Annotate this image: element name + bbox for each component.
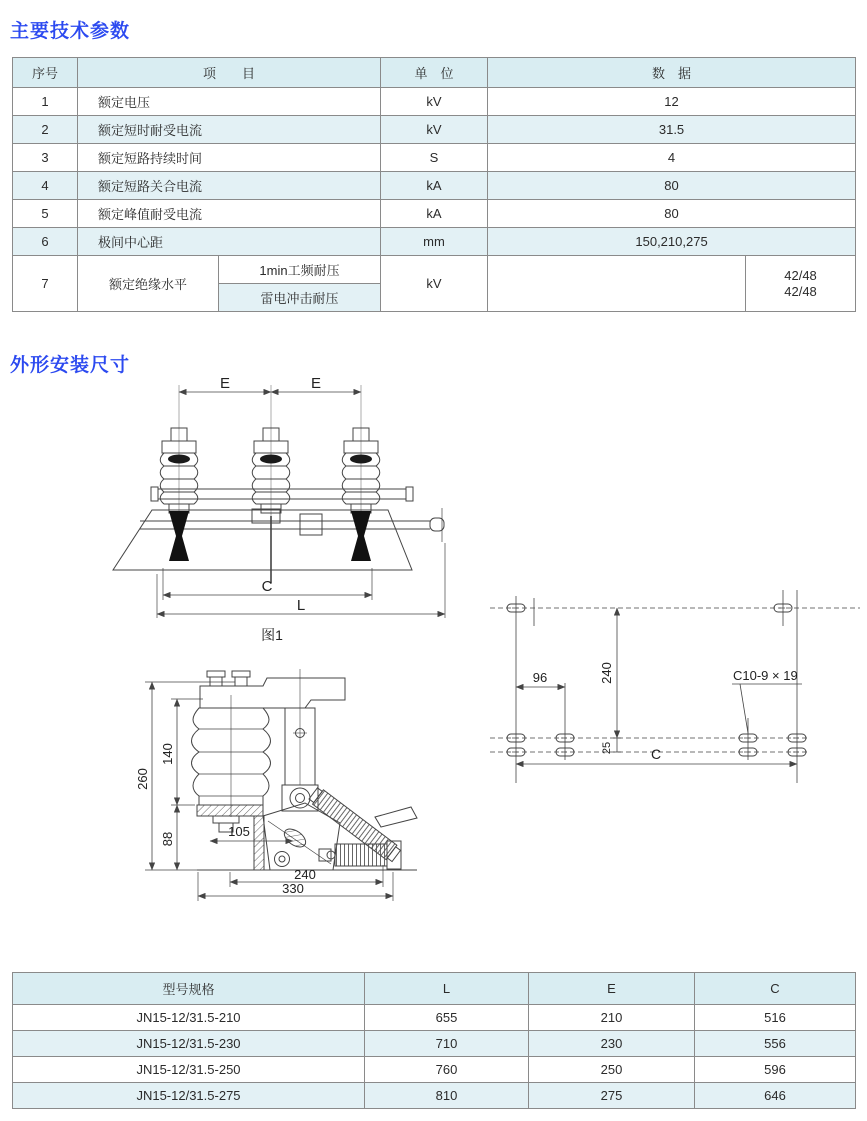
dim-label-105: 105 xyxy=(228,824,250,839)
col-header-item: 项 目 xyxy=(78,58,381,88)
technical-parameters-table xyxy=(12,57,856,312)
row-item: 额定峰值耐受电流 xyxy=(78,200,381,228)
sub-item-power-frequency: 1min工频耐压 xyxy=(219,256,381,284)
row-item: 极间中心距 xyxy=(78,228,381,256)
sub-item-lightning-impulse: 雷电冲击耐压 xyxy=(219,284,381,312)
model-e: 275 xyxy=(529,1083,695,1109)
table-row xyxy=(13,1031,856,1057)
dim-label-240: 240 xyxy=(599,662,614,684)
row-unit: mm xyxy=(381,228,488,256)
params-header-row xyxy=(13,58,856,88)
model-name: JN15-12/31.5-210 xyxy=(13,1005,365,1031)
insulation-value-line1: 42/48 xyxy=(784,267,817,283)
dim-label-l: L xyxy=(296,597,306,614)
row-item: 额定短路持续时间 xyxy=(78,144,381,172)
row-data-right xyxy=(746,256,856,312)
row-no: 5 xyxy=(13,200,78,228)
row-no: 1 xyxy=(13,88,78,116)
model-name: JN15-12/31.5-230 xyxy=(13,1031,365,1057)
side-view-drawing xyxy=(135,655,470,933)
row-unit: kV xyxy=(381,88,488,116)
slot-spec-label: C10-9 × 19 xyxy=(733,668,798,683)
hole-pattern-linework xyxy=(490,590,860,783)
col-header-data: 数 据 xyxy=(488,58,856,88)
dim-label-96: 96 xyxy=(532,670,548,685)
dim-label-88: 88 xyxy=(160,831,175,847)
dim-label-e2: E xyxy=(310,375,322,392)
table-row xyxy=(13,144,856,172)
row-no: 7 xyxy=(13,256,78,312)
table-row xyxy=(13,88,856,116)
model-dimensions-table xyxy=(12,972,856,1109)
row-data: 4 xyxy=(488,144,856,172)
section-title-outline-dimensions: 外形安装尺寸 xyxy=(10,355,131,376)
model-c: 646 xyxy=(695,1083,856,1109)
model-l: 655 xyxy=(365,1005,529,1031)
row-data: 31.5 xyxy=(488,116,856,144)
model-l: 710 xyxy=(365,1031,529,1057)
table-row xyxy=(13,1083,856,1109)
row-unit: kV xyxy=(381,116,488,144)
row-unit: kA xyxy=(381,172,488,200)
dim-label-140: 140 xyxy=(160,743,175,765)
dim-label-330: 330 xyxy=(282,881,304,896)
row-unit: S xyxy=(381,144,488,172)
row-no: 2 xyxy=(13,116,78,144)
figure1-caption: 图1 xyxy=(261,627,283,643)
row-data-left xyxy=(488,256,746,312)
dim-label-e1: E xyxy=(219,375,231,392)
model-c: 556 xyxy=(695,1031,856,1057)
model-e: 210 xyxy=(529,1005,695,1031)
dim-label-260: 260 xyxy=(135,768,150,790)
table-row xyxy=(13,172,856,200)
dim-label-240: 240 xyxy=(294,867,316,882)
row-unit: kV xyxy=(381,256,488,312)
front-view-linework xyxy=(113,385,445,618)
row-no: 6 xyxy=(13,228,78,256)
col-header-unit: 单 位 xyxy=(381,58,488,88)
row-unit: kA xyxy=(381,200,488,228)
insulation-value-line2: 42/48 xyxy=(784,283,817,299)
row-no: 4 xyxy=(13,172,78,200)
model-l: 760 xyxy=(365,1057,529,1083)
row-no: 3 xyxy=(13,144,78,172)
col-header-l: L xyxy=(365,973,529,1005)
col-header-model: 型号规格 xyxy=(13,973,365,1005)
row-item: 额定短时耐受电流 xyxy=(78,116,381,144)
side-view-linework xyxy=(145,669,417,901)
front-view-drawing xyxy=(100,375,470,650)
dim-label-c: C xyxy=(261,578,273,595)
row-data: 12 xyxy=(488,88,856,116)
table-row xyxy=(13,200,856,228)
model-c: 596 xyxy=(695,1057,856,1083)
col-header-c: C xyxy=(695,973,856,1005)
row-item: 额定电压 xyxy=(78,88,381,116)
model-l: 810 xyxy=(365,1083,529,1109)
table-row xyxy=(13,1057,856,1083)
table-row-insulation-1 xyxy=(13,256,856,284)
row-data: 150,210,275 xyxy=(488,228,856,256)
row-data: 80 xyxy=(488,200,856,228)
dim-label-c: C xyxy=(650,746,662,762)
models-header-row xyxy=(13,973,856,1005)
col-header-e: E xyxy=(529,973,695,1005)
table-row xyxy=(13,1005,856,1031)
model-name: JN15-12/31.5-250 xyxy=(13,1057,365,1083)
col-header-no: 序号 xyxy=(13,58,78,88)
model-e: 230 xyxy=(529,1031,695,1057)
model-e: 250 xyxy=(529,1057,695,1083)
section-title-technical-parameters: 主要技术参数 xyxy=(10,21,131,42)
row-item-insulation-level: 额定绝缘水平 xyxy=(78,256,219,312)
model-c: 516 xyxy=(695,1005,856,1031)
row-data: 80 xyxy=(488,172,856,200)
dim-label-25: 25 xyxy=(601,741,613,755)
model-name: JN15-12/31.5-275 xyxy=(13,1083,365,1109)
table-row xyxy=(13,116,856,144)
mounting-hole-pattern-drawing xyxy=(488,586,867,801)
table-row xyxy=(13,228,856,256)
row-item: 额定短路关合电流 xyxy=(78,172,381,200)
